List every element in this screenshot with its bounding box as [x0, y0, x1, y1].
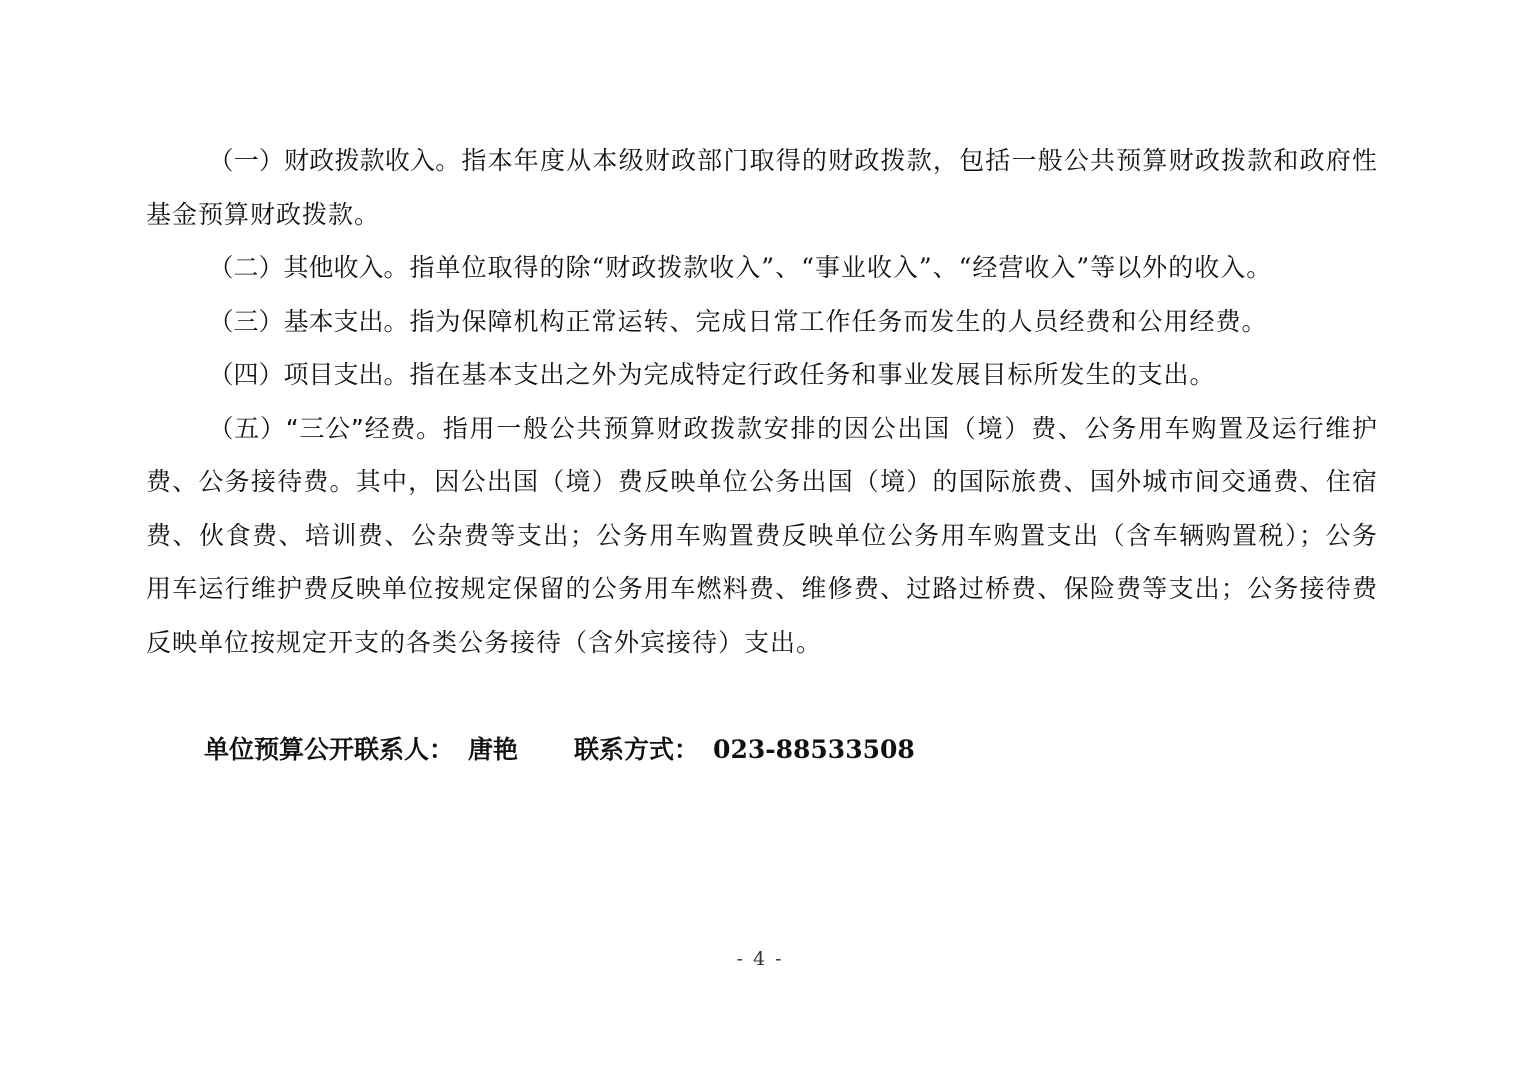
contact-method-label: 联系方式：	[574, 735, 700, 764]
paragraph-fiscal-appropriation-income	[146, 134, 1378, 241]
definitions-section	[146, 134, 1378, 669]
page-number: - 4 -	[736, 948, 784, 970]
paragraph-heading: （五）“三公”经费	[208, 413, 417, 443]
paragraph-project-expenditure	[146, 348, 1378, 402]
paragraph-body: 。指单位取得的除“财政拨款收入”、“事业收入”、“经营收入”等以外的收入。	[383, 253, 1273, 282]
paragraph-heading: （二）其他收入	[208, 253, 384, 282]
paragraph-heading: （一）财政拨款收入	[208, 146, 436, 175]
paragraph-basic-expenditure	[146, 295, 1378, 349]
contact-person-label: 单位预算公开联系人：	[204, 735, 455, 764]
paragraph-other-income	[146, 241, 1378, 295]
paragraph-body: 。指用一般公共预算财政拨款安排的因公出国（境）费、公务用车购置及运行维护费、公务接待费。其中，因公出国（境）费反映单位公务出国（境）的国际旅费、国外城市间交通费、住宿费、伙食费、培训费、公杂费等支出；公务用车购置费反映单位公务用车购置支出（含车辆购置税）；公务用车运行维护费反映单位按规定保留的公务用车燃料费、维修费、过路过桥费、保险费等支出；公务接待费反映单位按规定开支的各类公务接待（含外宾接待）支出。	[146, 413, 1378, 657]
paragraph-heading: （四）项目支出	[208, 360, 384, 389]
paragraph-body: 。指本年度从本级财政部门取得的财政拨款，包括一般公共预算财政拨款和政府性基金预算财政拨款。	[146, 146, 1378, 229]
paragraph-body: 。指为保障机构正常运转、完成日常工作任务而发生的人员经费和公用经费。	[383, 306, 1268, 336]
paragraph-body: 。指在基本支出之外为完成特定行政任务和事业发展目标所发生的支出。	[383, 360, 1216, 389]
paragraph-three-public-expenses	[146, 402, 1378, 670]
contact-person-name: 唐艳	[468, 735, 519, 764]
contact-line	[204, 730, 915, 770]
paragraph-heading: （三）基本支出	[208, 306, 384, 336]
contact-phone: 023-88533508	[713, 735, 915, 764]
